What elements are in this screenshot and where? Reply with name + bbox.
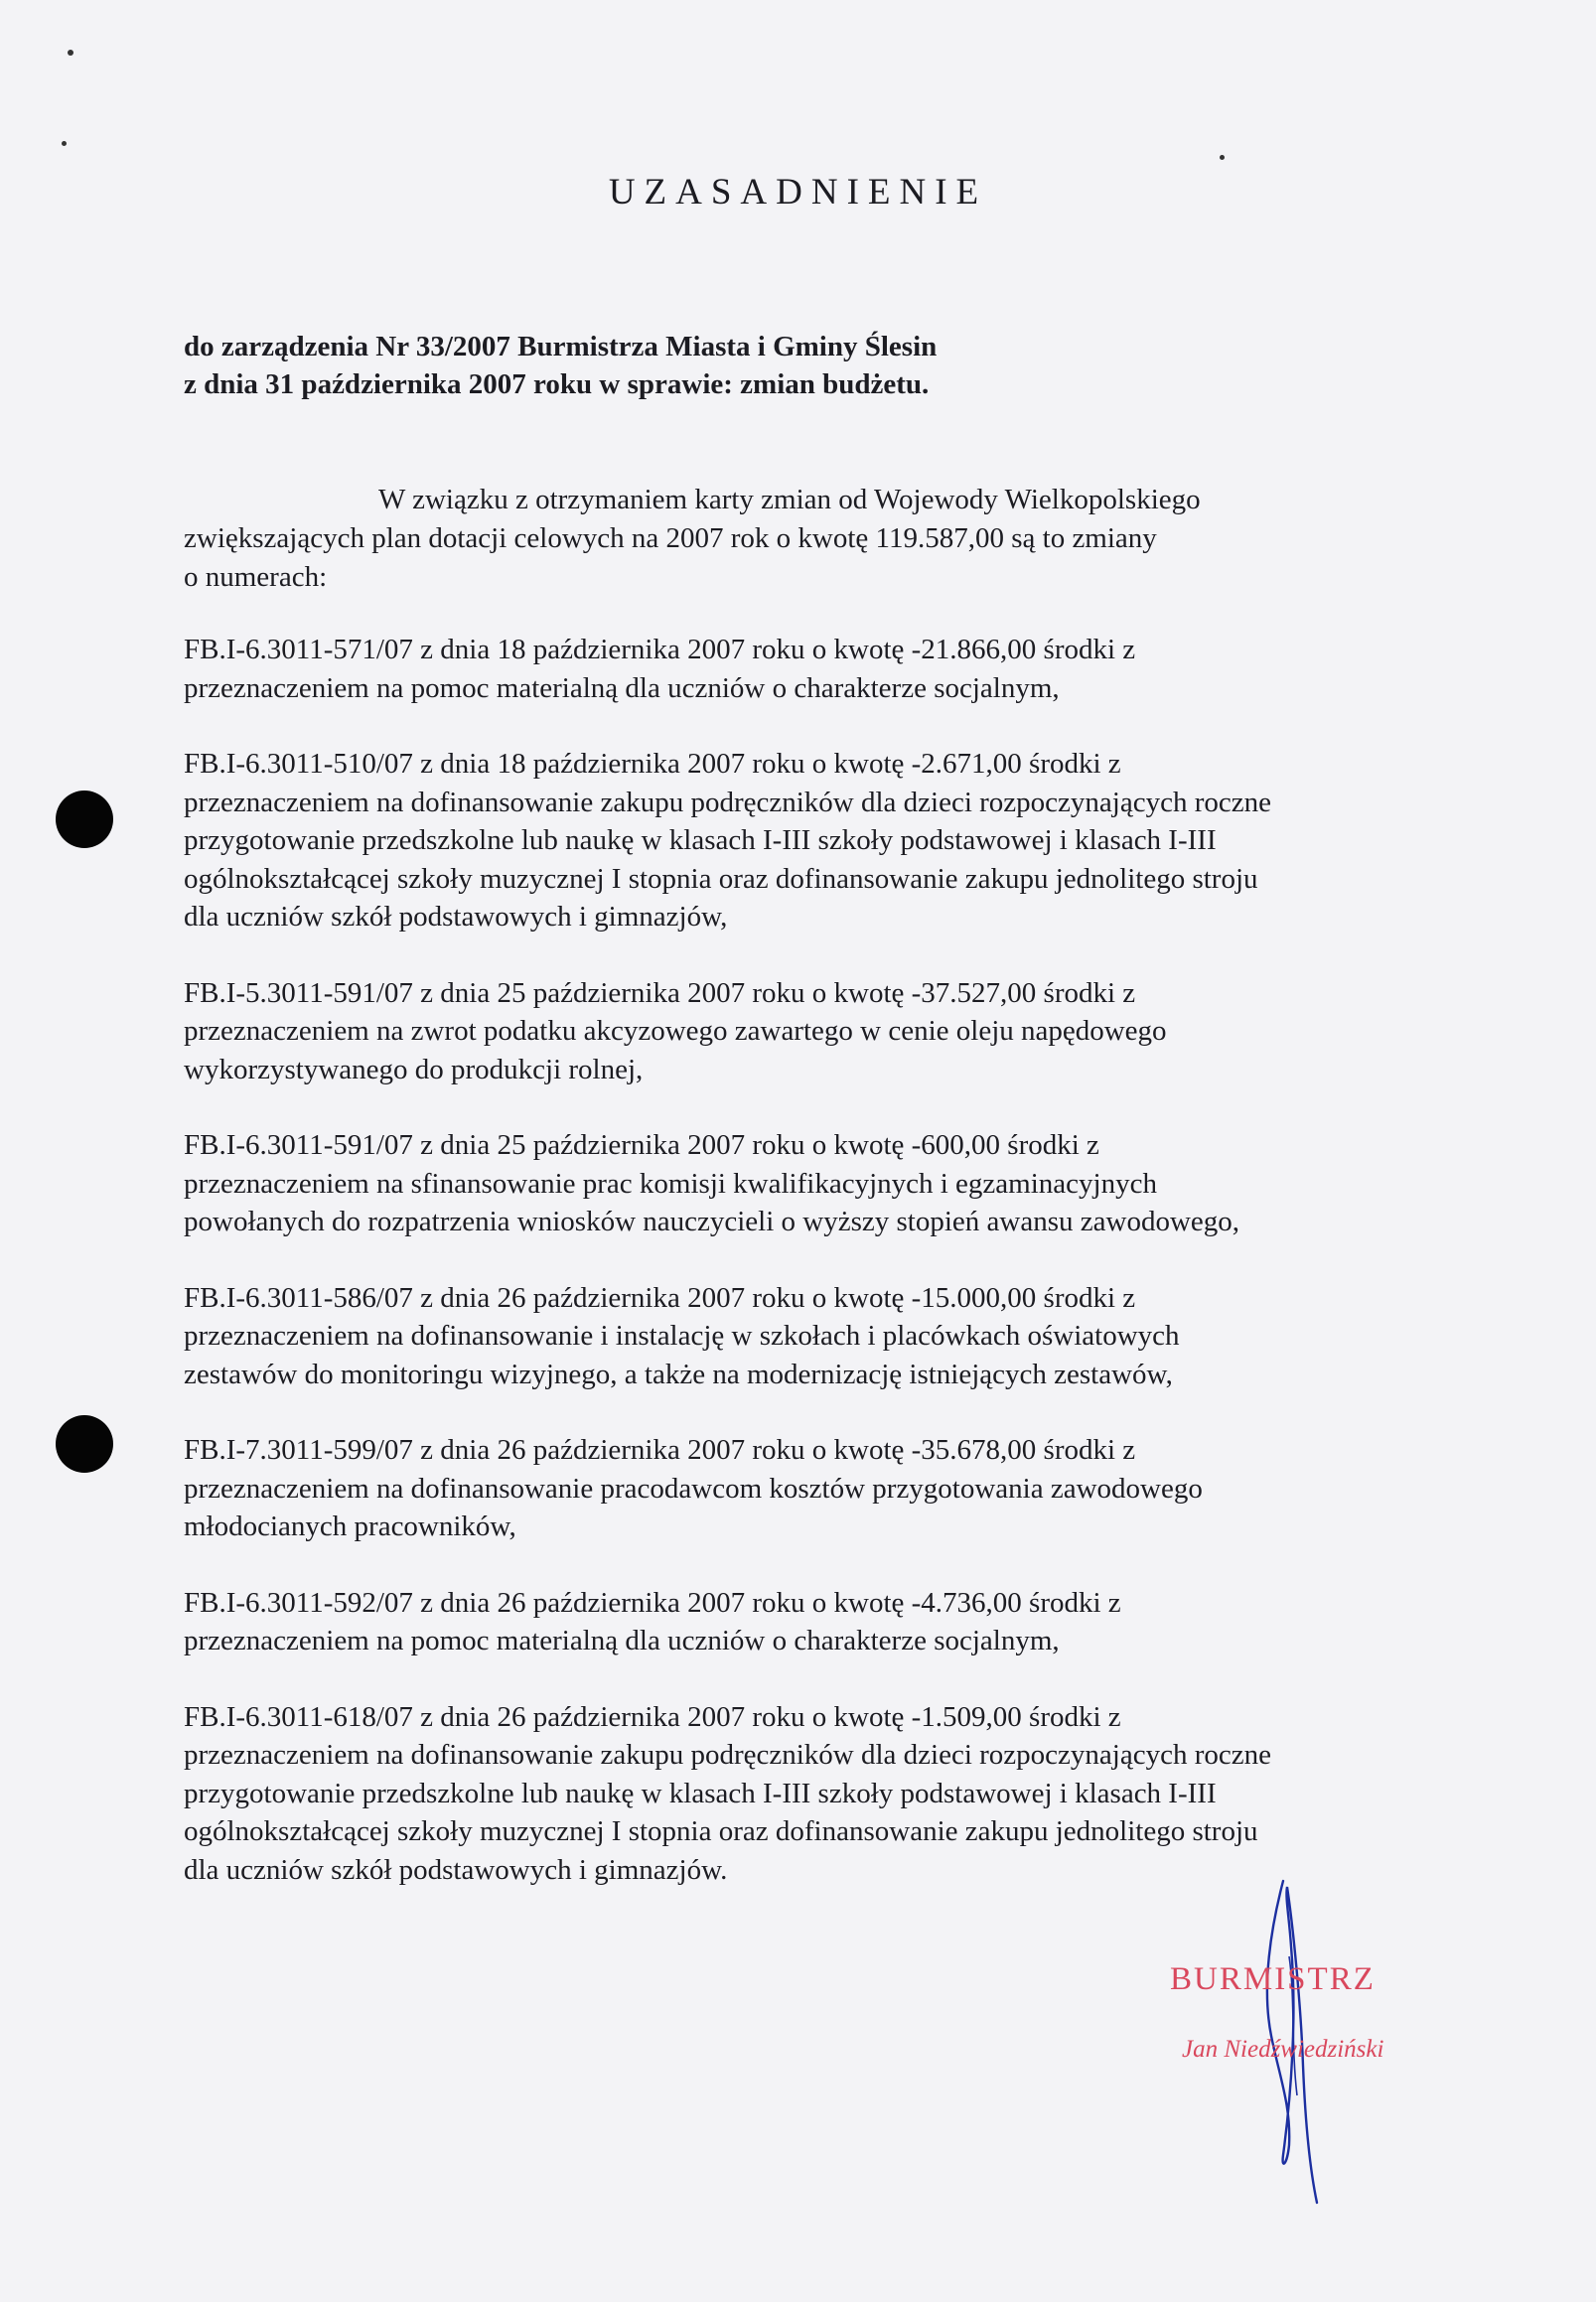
- stamp-name: Jan Niedźwiedziński: [1182, 2036, 1384, 2063]
- change-item-line: dla uczniów szkół podstawowych i gimnazjów.: [184, 1853, 728, 1886]
- change-item-line: zestawów do monitoringu wizyjnego, a także na modernizację istniejących zestawów,: [184, 1358, 1173, 1390]
- change-item: [184, 1698, 1495, 1890]
- change-item-line: wykorzystywanego do produkcji rolnej,: [184, 1053, 644, 1085]
- change-item-line: przeznaczeniem na dofinansowanie zakupu podręczników dla dzieci rozpoczynających roczne: [184, 786, 1271, 818]
- intro-line: W związku z otrzymaniem karty zmian od Wojewody Wielkopolskiego: [378, 484, 1201, 515]
- intro-line: o numerach:: [184, 561, 328, 593]
- intro-line: zwiększających plan dotacji celowych na 2007 rok o kwotę 119.587,00 są to zmiany: [184, 522, 1157, 554]
- change-item-line: przeznaczeniem na dofinansowanie pracodawcom kosztów przygotowania zawodowego: [184, 1472, 1203, 1505]
- change-item: [184, 1126, 1495, 1241]
- change-item: [184, 974, 1495, 1089]
- change-item-line: przeznaczeniem na pomoc materialną dla uczniów o charakterze socjalnym,: [184, 1625, 1060, 1656]
- change-item-line: przeznaczeniem na sfinansowanie prac komisji kwalifikacyjnych i egzaminacyjnych: [184, 1167, 1157, 1200]
- change-item-line: młodocianych pracowników,: [184, 1511, 516, 1542]
- change-item-line: ogólnokształcącej szkoły muzycznej I stopnia oraz dofinansowanie zakupu jednolitego stroju: [184, 862, 1258, 895]
- heading-line: do zarządzenia Nr 33/2007 Burmistrza Miasta i Gminy Ślesin: [184, 331, 938, 362]
- change-item-line: przeznaczeniem na dofinansowanie zakupu podręczników dla dzieci rozpoczynających roczne: [184, 1739, 1271, 1771]
- change-item-line: ogólnokształcącej szkoły muzycznej I stopnia oraz dofinansowanie zakupu jednolitego stroju: [184, 1815, 1258, 1847]
- change-item: [184, 631, 1495, 707]
- change-item-line: FB.I-6.3011-510/07 z dnia 18 października 2007 roku o kwotę -2.671,00 środki z: [184, 748, 1121, 780]
- change-item-line: przeznaczeniem na pomoc materialną dla uczniów o charakterze socjalnym,: [184, 671, 1060, 704]
- change-item-line: przeznaczeniem na zwrot podatku akcyzowego zawartego w cenie oleju napędowego: [184, 1015, 1167, 1047]
- change-item-line: FB.I-6.3011-571/07 z dnia 18 października 2007 roku o kwotę -21.866,00 środki z: [184, 634, 1136, 665]
- change-item-line: przygotowanie przedszkolne lub naukę w klasach I-III szkoły podstawowej i klasach I-III: [184, 1777, 1217, 1809]
- change-item: [184, 1584, 1495, 1660]
- change-item-line: FB.I-6.3011-592/07 z dnia 26 października 2007 roku o kwotę -4.736,00 środki z: [184, 1586, 1121, 1619]
- change-item: [184, 745, 1495, 936]
- change-item: [184, 1431, 1495, 1546]
- change-item-line: FB.I-6.3011-586/07 z dnia 26 października 2007 roku o kwotę -15.000,00 środki z: [184, 1281, 1136, 1314]
- change-item: [184, 1279, 1495, 1394]
- scan-speck: [68, 50, 73, 56]
- change-item-line: dla uczniów szkół podstawowych i gimnazjów,: [184, 901, 728, 933]
- punch-hole: [56, 791, 113, 848]
- document-title: UZASADNIENIE: [608, 172, 988, 213]
- change-item-line: FB.I-6.3011-618/07 z dnia 26 października 2007 roku o kwotę -1.509,00 środki z: [184, 1700, 1121, 1733]
- document-heading: [184, 328, 1435, 403]
- punch-hole: [56, 1415, 113, 1473]
- scan-speck: [62, 141, 67, 146]
- change-item-line: powołanych do rozpatrzenia wniosków nauczycieli o wyższy stopień awansu zawodowego,: [184, 1206, 1240, 1237]
- intro-paragraph: [184, 481, 1495, 597]
- change-item-line: FB.I-6.3011-591/07 z dnia 25 października 2007 roku o kwotę -600,00 środki z: [184, 1129, 1099, 1161]
- change-item-line: FB.I-7.3011-599/07 z dnia 26 października 2007 roku o kwotę -35.678,00 środki z: [184, 1434, 1136, 1466]
- change-item-line: przygotowanie przedszkolne lub naukę w klasach I-III szkoły podstawowej i klasach I-III: [184, 824, 1217, 856]
- stamp-title: BURMISTRZ: [1170, 1961, 1376, 1997]
- change-list: [184, 631, 1495, 1927]
- scan-speck: [1220, 155, 1225, 160]
- change-item-line: przeznaczeniem na dofinansowanie i instalację w szkołach i placówkach oświatowych: [184, 1320, 1180, 1352]
- change-item-line: FB.I-5.3011-591/07 z dnia 25 października 2007 roku o kwotę -37.527,00 środki z: [184, 976, 1136, 1009]
- heading-line: z dnia 31 października 2007 roku w sprawie: zmian budżetu.: [184, 368, 930, 400]
